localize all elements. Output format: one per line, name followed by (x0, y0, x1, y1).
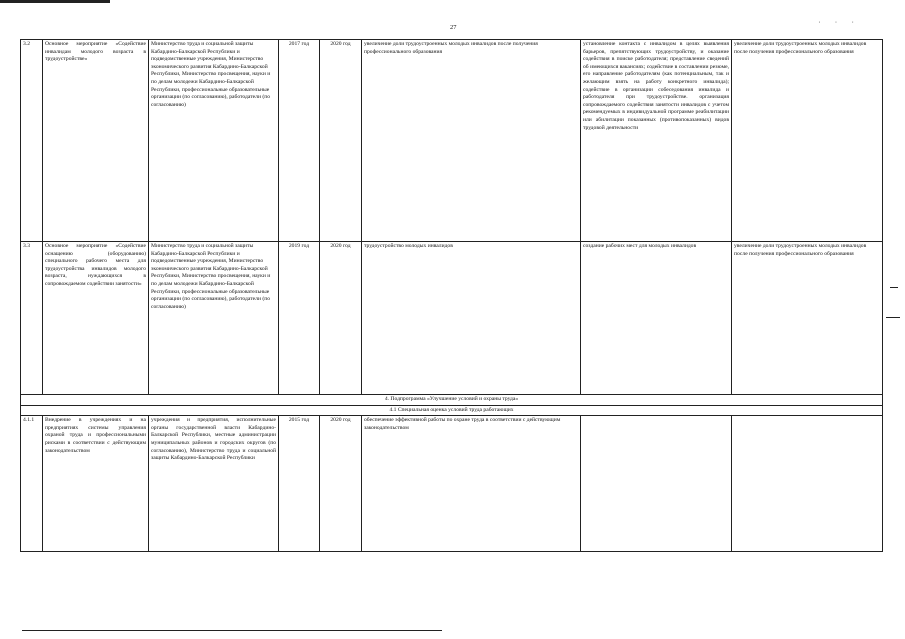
measure-name: Основное мероприятие «Содействие инвалидам молодого возраста в трудоустройстве» (43, 40, 149, 242)
executors: учреждения и предприятия, исполнительные органы государственной власти Кабардино-Балкарской Республики, местные администрации муниципальных районов и городских округов (по согласованию), Министерство труда и социальной защиты Кабардино-Балкарской Республики (149, 416, 279, 552)
measure-name: Основное мероприятие «Содействие оснащению (оборудованию) специального рабочего места для трудоустройства инвалидов молодого возраста, нуждающихся в сопровождаемом содействии занятости» (43, 242, 149, 395)
program-table (20, 39, 883, 552)
end-year: 2020 год (320, 40, 362, 242)
section-row (21, 405, 883, 416)
indicator (732, 416, 883, 552)
start-year: 2017 год (279, 40, 320, 242)
executors: Министерство труда и социальной защиты Кабардино-Балкарской Республики и подведомственные учреждения, Министерство экономического развития Кабардино-Балкарской Республики, Министерство просвещения, науки и по делам молодежи Кабардино-Балкарской Республики, профессиональные образовательные организации (по согласованию), работодатели (по согласованию) (149, 40, 279, 242)
measure-content: установление контакта с инвалидом в целях выявления барьеров, препятствующих трудоустройству, и оказание содействия в поиске работодателя; представление сведений об имеющихся вакансиях; содействие в составлении резюме, его направление работодателям (как потенциальным, так и желающим взять на работу конкретного инвалида); содействие в организации собеседования инвалида и работодателя при трудоустройстве. организация сопровождаемого содействия занятости инвалидов с учетом рекомендуемых в индивидуальной программе реабилитации или абилитации показанных (противопоказанных) видов трудовой деятельности (581, 40, 732, 242)
end-year: 2020 год (320, 242, 362, 395)
scan-artifact-top (0, 0, 110, 3)
executors: Министерство труда и социальной защиты Кабардино-Балкарской Республики и подведомственные учреждения, Министерство экономического развития Кабардино-Балкарской Республики, Министерство просвещения, науки и по делам молодежи Кабардино-Балкарской Республики, профессиональные образовательные организации (по согласованию), работодатели (по согласованию) (149, 242, 279, 395)
row-number: 3.3 (21, 242, 43, 395)
measure-content (581, 416, 732, 552)
page-number: 27 (450, 24, 457, 31)
row-number: 4.1.1 (21, 416, 43, 552)
subprogram-title: 4. Подпрограмма «Улучшение условий и охраны труда» (21, 395, 883, 406)
scan-specks: ˙ ˙ ˙ (818, 20, 860, 29)
row-number: 3.2 (21, 40, 43, 242)
expected-result: увеличение доли трудоустроенных молодых инвалидов после получения профессионального образования (362, 40, 581, 242)
end-year: 2020 год (320, 416, 362, 552)
section-title: 4.1 Специальная оценка условий труда работающих (21, 405, 883, 416)
start-year: 2015 год (279, 416, 320, 552)
indicator: увеличение доли трудоустроенных молодых инвалидов после получения профессионального образования (732, 242, 883, 395)
expected-result: обеспечение эффективной работы по охране труда в соответствии с действующим законодательством (362, 416, 581, 552)
expected-result: трудоустройство молодых инвалидов (362, 242, 581, 395)
table-row (21, 40, 883, 242)
scan-mark-right-1 (890, 287, 898, 288)
measure-name: Внедрение в учреждениях и на предприятиях системы управления охраной труда и профессиональными рисками в соответствии с действующим законодательством (43, 416, 149, 552)
scan-artifact-bottom (22, 630, 442, 631)
table-row (21, 416, 883, 552)
subprogram-row (21, 395, 883, 406)
measure-content: создание рабочих мест для молодых инвалидов (581, 242, 732, 395)
scan-mark-right-2 (886, 317, 900, 318)
indicator: увеличение доли трудоустроенных молодых инвалидов после получения профессионального образования (732, 40, 883, 242)
start-year: 2019 год (279, 242, 320, 395)
table-row (21, 242, 883, 395)
